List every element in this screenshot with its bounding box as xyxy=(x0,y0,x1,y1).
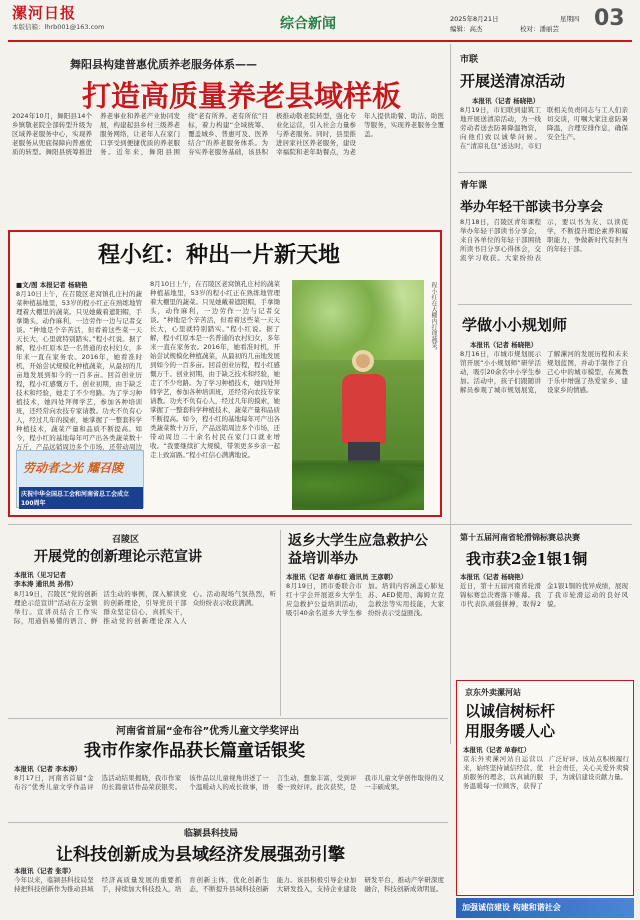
tech-tag: 临颍县科技局 xyxy=(184,829,239,839)
photo-person-head xyxy=(352,350,374,372)
feature-photo xyxy=(292,280,424,510)
right-plan-byline: 本报讯（记者 杨晓艳） xyxy=(470,341,538,349)
tech-top-rule xyxy=(8,822,448,823)
help-byline: 本报讯（记者 单春红） xyxy=(463,746,531,754)
feature-headline: 程小红：种出一片新天地 xyxy=(98,242,341,268)
col-b-byline: 本报讯（记者 单春红 通讯员 王彦朝） xyxy=(286,573,397,581)
col-b-body: 8月19日，团市委联合市红十字会开展返乡大学生应急救护公益培训活动，吸引40余名返乡大学生参加。培训内容涵盖心肺复苏、AED使用、海姆立克急救法等实用技能，大家纷纷表示受益匪浅。 xyxy=(286,582,444,617)
weekday: 星期四 xyxy=(560,15,580,23)
tech-byline: 本报讯（记者 张菲） xyxy=(14,867,75,875)
right-plan-body: 8月16日，市城市规划展示馆开展“小小规划师”研学活动，吸引20余名中小学生参加。活动中，孩子们跟随讲解员参观了城市规划展览，了解漯河的发展历程和未来规划蓝图，并动手制作了自己心中的城市模型，在寓教于乐中增强了热爱家乡、建设家乡的情感。 xyxy=(460,350,628,394)
feature-body-mid: 8月10日上午，在召陵区老窝镇孔庄村的蔬菜种植基地里，53岁的程小红正在熟练地管理着大棚里的蔬菜。只见她戴着遮阳帽，手拿锄头，动作麻利，一边劳作一边与记者交谈。“种地是个辛苦活，但看着这些菜一天天长大，心里就特别踏实。”程小红说。据了解，程小红原本是一名普通的农村妇女，多年来一直在家务农。2016年，她看准时机，开始尝试规模化种植蔬菜，从最初的几亩地发展到如今的一百多亩。回首创业历程，程小红感慨万千。创业初期，由于缺乏技术和经验，她走了不少弯路。为了学习种植技术，她四处拜师学艺，参加各种培训班，还经常向农技专家请教。功夫不负有心人，经过几年的摸索，她掌握了一整套科学种植技术，蔬菜产量和品质不断提高。如今，程小红的基地每年可产出各类蔬菜数十万斤，产品远销周边多个市场，还带动周边二十余名村民在家门口就业增收。“我要继续扩大规模，带领更多乡亲一起走上致富路。”程小红信心满满地说。 xyxy=(150,280,280,459)
award-top-rule xyxy=(8,718,448,719)
award-body: 8月17日，河南省首届“金布谷”优秀儿童文学作品评选活动结果揭晓，我市作家的长篇童话作品荣获银奖。该作品以儿童视角讲述了一个温暖动人的成长故事，语言生动，想象丰富，受到评委一致好评。此次获奖，是我市儿童文学创作取得的又一丰硕成果。 xyxy=(14,774,444,791)
masthead xyxy=(0,0,640,40)
editor: 编辑：高杰 xyxy=(450,25,483,33)
photo-plants xyxy=(292,460,424,510)
feature-box xyxy=(8,230,442,517)
award-byline: 本报讯（记者 李本涛） xyxy=(14,765,82,773)
tech-headline: 让科技创新成为县域经济发展强劲引擎 xyxy=(56,845,345,865)
right-top-headline: 开展送清凉活动 xyxy=(460,72,566,90)
help-tag: 京东外卖漯河站 xyxy=(465,688,521,697)
right-divider-2 xyxy=(458,304,632,305)
award-headline: 我市作家作品获长篇童话银奖 xyxy=(84,741,305,761)
newspaper-logo: 漯河日报 xyxy=(12,4,77,22)
feature-byline: ■文/图 本报记者 杨晓艳 xyxy=(16,281,88,289)
col-b-headline: 返乡大学生应急救护公益培训举办 xyxy=(288,533,428,567)
photo-foliage xyxy=(292,280,424,360)
col-a-tag: 召陵区 xyxy=(112,535,140,545)
right-top-body: 8月19日，市妇联到建筑工地开展送清凉活动，为一线劳动者送去防暑降温物资，向他们致以诚挚问候。在“清凉礼包”送达时，市妇联相关负责同志与工人们亲切交谈，叮嘱大家注意防暑降温，合理安排作息，确保安全生产。 xyxy=(460,106,628,150)
col-c-body: 近日，第十五届河南省轮滑锦标赛总决赛落下帷幕。我市代表队顽强拼搏，取得2金1银1铜的优异成绩，展现了我市轮滑运动的良好风貌。 xyxy=(460,582,628,608)
help-headline: 以诚信树标杆 用服务暖人心 xyxy=(465,702,556,740)
lead-kicker: 舞阳县构建普惠优质养老服务体系—— xyxy=(70,58,257,71)
email: 本版信箱：lhrb001@163.com xyxy=(12,23,105,31)
col-ab-divider xyxy=(280,530,281,716)
right-mid-tag: 青年课 xyxy=(460,181,488,191)
feature-banner xyxy=(16,450,144,508)
proofreader: 校对：潘丽芸 xyxy=(520,25,559,33)
right-top-byline: 本报讯（记者 杨晓艳） xyxy=(472,97,540,105)
help-body: 京东外卖漯河站自运营以来，始终坚持诚信经营、优质服务的理念，以真诚的服务温暖每一位顾客，获得了广泛好评。该站点积极履行社会责任，关心关爱外卖骑手，为诚信建设贡献力量。 xyxy=(463,755,629,790)
ad-banner xyxy=(456,898,634,918)
col-c-byline: 本报讯（记者 杨晓艳） xyxy=(460,573,528,581)
right-top-tag: 市联 xyxy=(460,55,479,65)
banner-subtitle: 庆祝中华全国总工会和河南省总工会成立100周年 xyxy=(19,487,143,509)
right-mid-body: 8月18日，召陵区青年课程举办年轻干部读书分享会，来自各单位的年轻干部围绕所读书目分享心得体会，交流学习收获。大家纷纷表示，要以书为友、以读促学，不断提升理论素养和履职能力，争做新时代有担当的年轻干部。 xyxy=(460,218,628,262)
middle-row-rule xyxy=(8,524,632,525)
right-divider-1 xyxy=(458,172,632,173)
col-a-body: 8月19日，召陵区“党的创新理论示范宣讲”活动在万金镇举行。宣讲员结合工作实际，用通俗易懂的语言、鲜活生动的事例，深入解读党的创新理论，引导党员干部群众坚定信心、真抓实干，推动党的创新理论深入人心。活动现场气氛热烈，听众纷纷表示收获满满。 xyxy=(14,590,276,625)
page-number: 03 xyxy=(594,6,625,31)
photo-person-body xyxy=(342,374,386,444)
right-column-divider xyxy=(450,44,451,744)
photo-caption: 程小红在大棚内打理蔬菜。 xyxy=(430,282,437,354)
help-box xyxy=(456,680,634,896)
lead-headline: 打造高质量养老县域样板 xyxy=(82,79,402,113)
feature-body-left: 8月10日上午，在召陵区老窝镇孔庄村的蔬菜种植基地里，53岁的程小红正在熟练地管理着大棚里的蔬菜。只见她戴着遮阳帽，手拿锄头，动作麻利，一边劳作一边与记者交谈。“种地是个辛苦活，但看着这些菜一天天长大，心里就特别踏实。”程小红说。据了解，程小红原本是一名普通的农村妇女，多年来一直在家务农。2016年，她看准时机，开始尝试规模化种植蔬菜，从最初的几亩地发展到如今的一百多亩。回首创业历程，程小红感慨万千。创业初期，由于缺乏技术和经验，她走了不少弯路。为了学习种植技术，她四处拜师学艺，参加各种培训班，还经常向农技专家请教。功夫不负有心人，经过几年的摸索，她掌握了一整套科学种植技术，蔬菜产量和品质不断提高。如今，程小红的基地每年可产出各类蔬菜数十万斤，产品远销周边多个市场，还带动周边 xyxy=(16,290,142,450)
col-c-tag: 第十五届河南省轮滑锦标赛总决赛 xyxy=(460,533,580,542)
col-a-byline: 本报讯（见习记者 李本涛 通讯员 孙伟） xyxy=(14,571,78,588)
right-plan-headline: 学做小小规划师 xyxy=(462,316,568,334)
award-kicker: 河南省首届“金布谷”优秀儿童文学奖评出 xyxy=(116,726,300,737)
banner-title: 劳动者之光 耀召陵 xyxy=(23,461,124,475)
section-name: 综合新闻 xyxy=(280,16,336,32)
col-c-headline: 我市获2金1银1铜 xyxy=(466,550,588,568)
col-a-headline: 开展党的创新理论示范宣讲 xyxy=(34,549,202,565)
ad-text: 加强诚信建设 构建和谐社会 xyxy=(462,903,561,912)
masthead-rule xyxy=(8,40,632,42)
date: 2025年8月21日 xyxy=(450,15,499,23)
tech-body: 今年以来，临颍县科技局坚持把科技创新作为推动县域经济高质量发展的重要抓手，持续加大科技投入，培育创新主体，优化创新生态，不断提升县域科技创新能力。该县积极引导企业加大研发投入，支持企业建设研发平台，推动产学研深度融合，科技创新成效明显。 xyxy=(14,876,444,893)
lead-body: 2024年10月，舞阳县14个乡镇敬老院全部转型升级为区域养老服务中心，实现养老服务从兜底保障向普惠优质的转型。舞阳县统筹推进养老事业和养老产业协同发展，构建起县乡村三级养老服务网络，让老年人在家门口享受到便捷优质的养老服务。近年来，舞阳县围绕“老有所养、老有所依”目标，着力构建“全域统筹、覆盖城乡、普惠可及、医养结合”的养老服务体系。为夯实养老服务基础，该县积极推动敬老院转型，强化专业化运营，引入社会力量参与养老服务。同时，县里推进居家社区养老服务，建设幸福院和老年助餐点，为老年人提供助餐、助洁、助医等服务，实现养老服务全覆盖。 xyxy=(12,112,444,156)
right-mid-headline: 举办年轻干部读书分享会 xyxy=(460,200,604,215)
